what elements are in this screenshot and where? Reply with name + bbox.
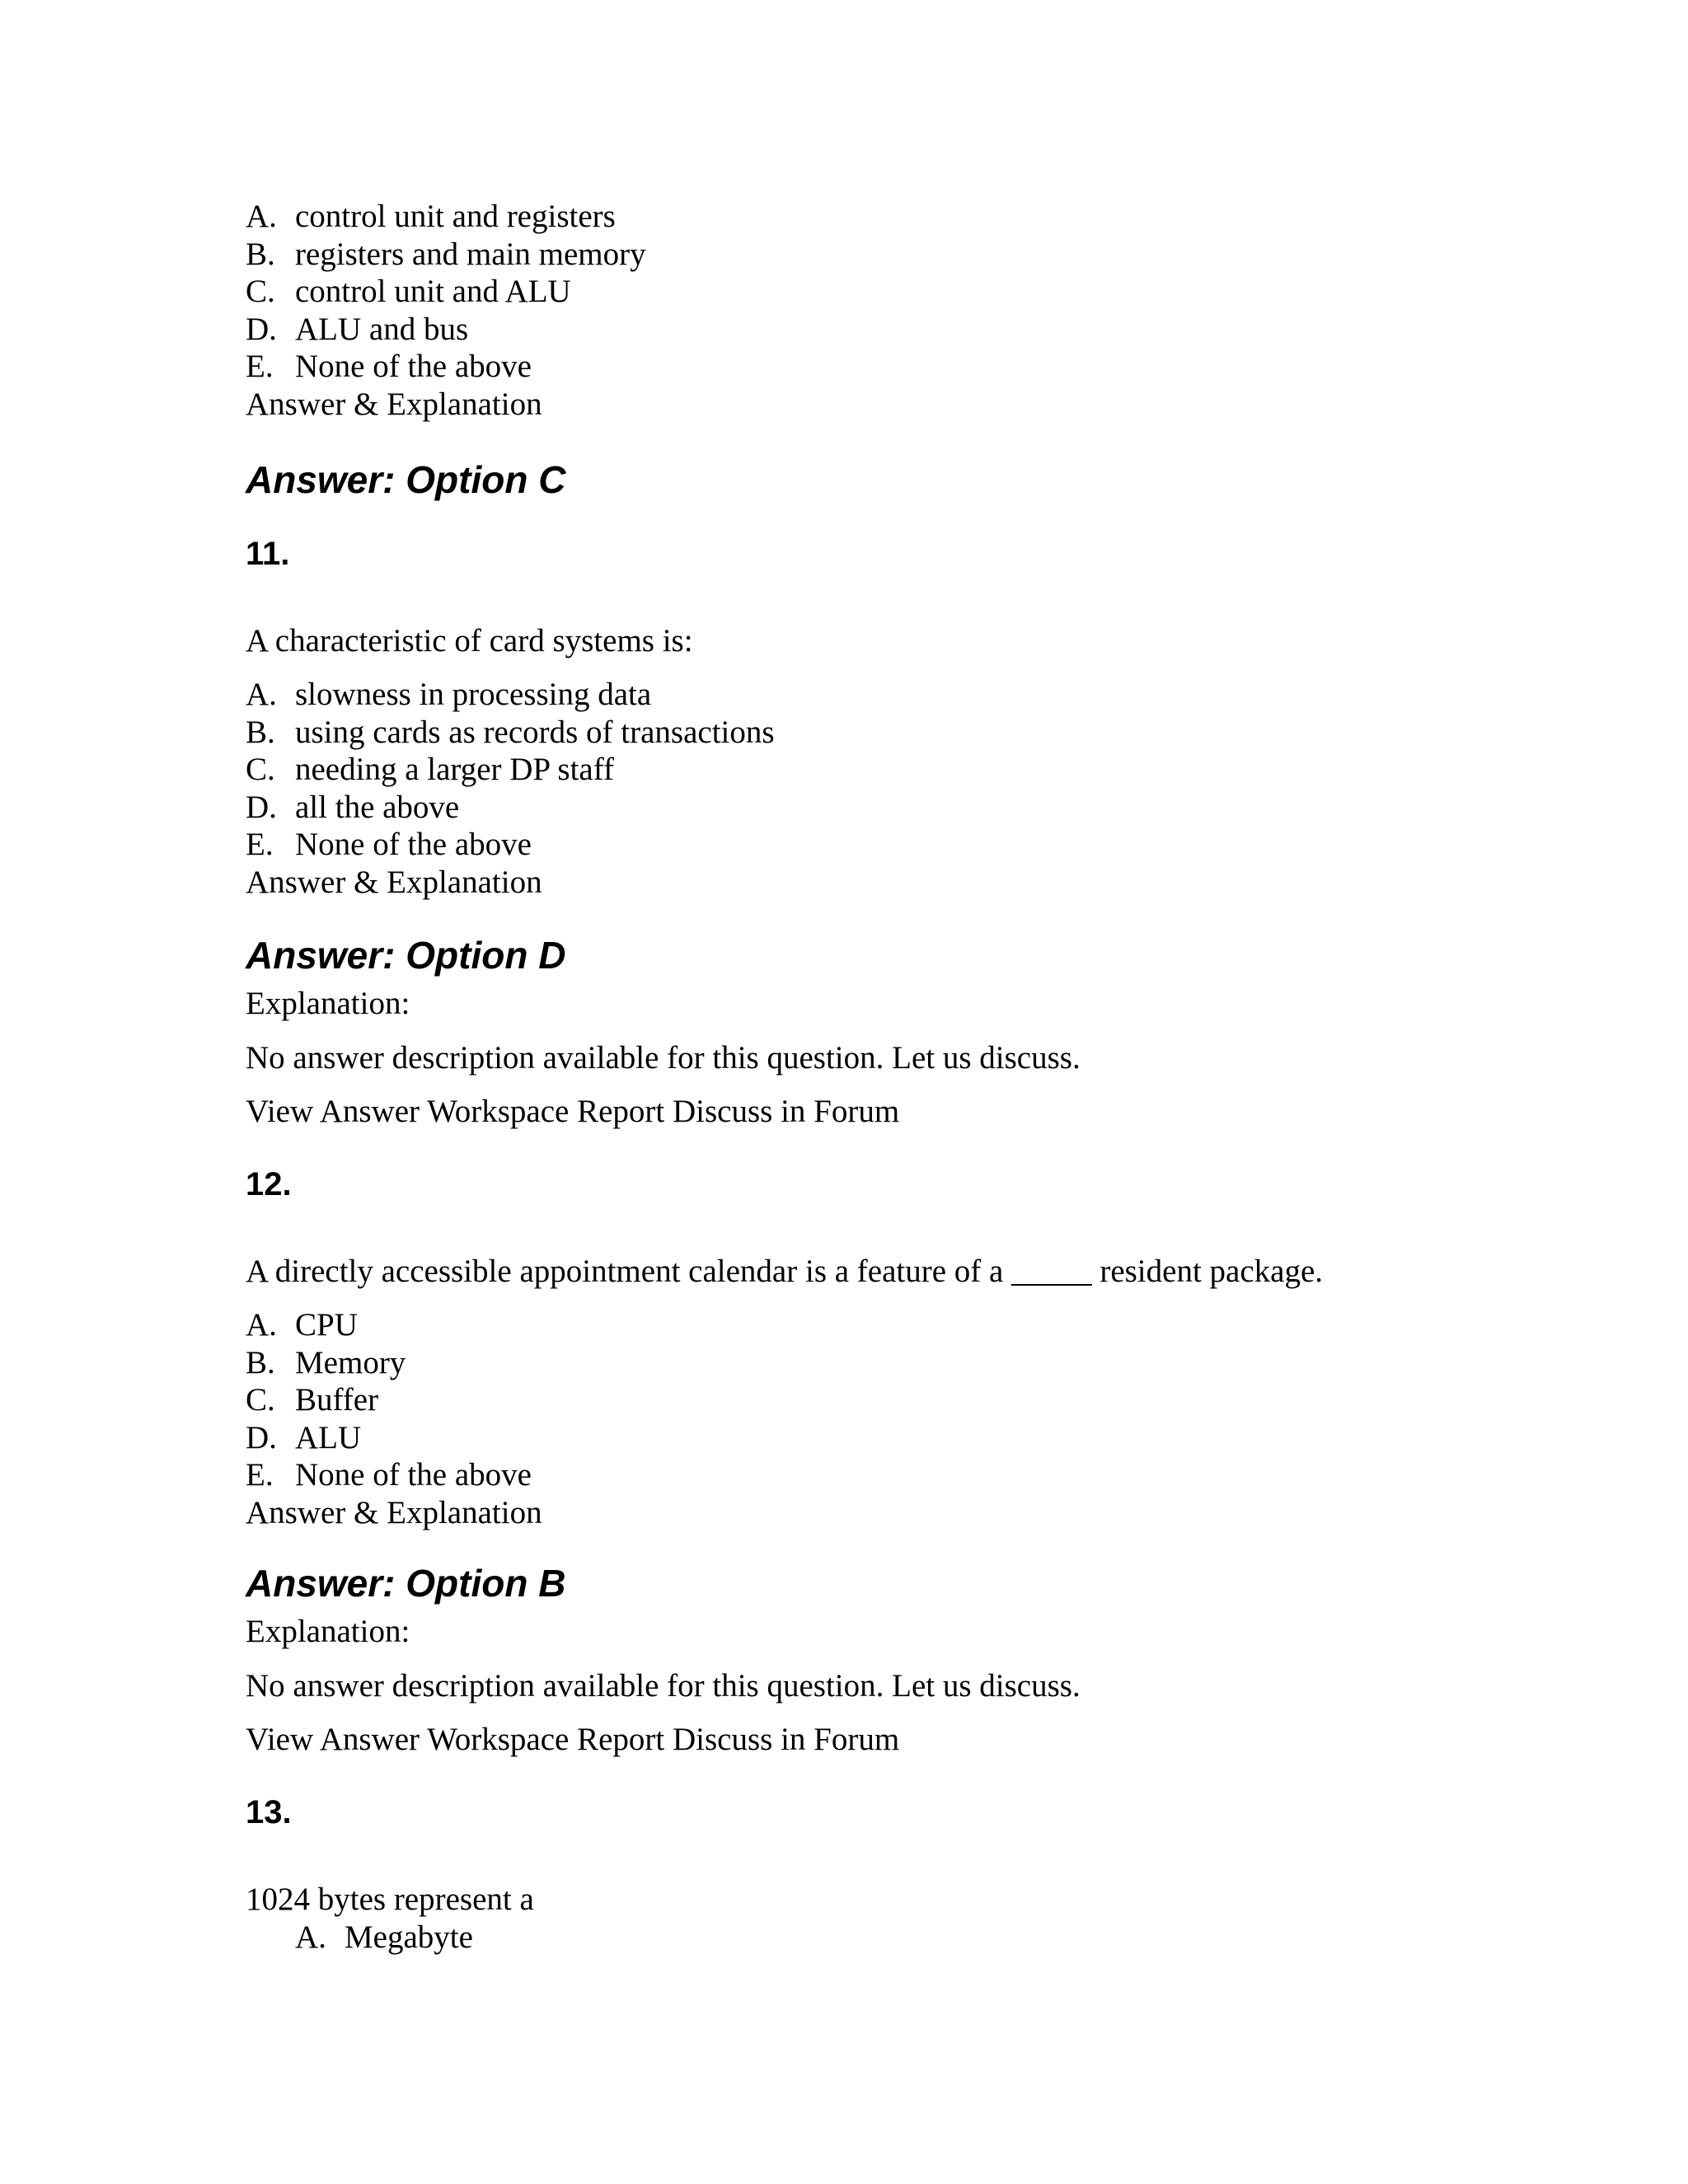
q12-answer-toggle[interactable]: Answer & Explanation	[246, 1494, 542, 1530]
option-letter: D.	[246, 1419, 277, 1455]
option-letter: A.	[246, 677, 277, 712]
q11-options	[246, 676, 775, 902]
q10-option-e	[246, 348, 646, 386]
q11-option-c	[246, 751, 775, 789]
option-text: control unit and ALU	[295, 274, 571, 310]
option-text: CPU	[295, 1307, 358, 1343]
option-letter: E.	[246, 1457, 274, 1493]
option-letter: C.	[246, 752, 275, 788]
q12-option-a	[246, 1306, 542, 1344]
q10-option-d	[246, 311, 646, 349]
option-text: using cards as records of transactions	[295, 714, 775, 750]
option-letter: E.	[246, 349, 274, 385]
option-text: Memory	[295, 1344, 406, 1380]
q12-option-c	[246, 1381, 542, 1419]
option-text: None of the above	[295, 827, 532, 863]
option-text: control unit and registers	[295, 199, 616, 234]
option-text: all the above	[295, 789, 460, 825]
q11-question: A characteristic of card systems is:	[246, 623, 693, 658]
option-letter: C.	[246, 1382, 275, 1418]
option-letter: B.	[246, 714, 275, 750]
option-text: None of the above	[295, 1457, 532, 1493]
q11-explanation-text: No answer description available for this question. Let us discuss.	[246, 1040, 1081, 1076]
q11-explanation-label: Explanation:	[246, 986, 410, 1021]
option-text: ALU	[295, 1419, 362, 1455]
document-page	[246, 0, 1606, 2184]
q12-explanation-text: No answer description available for this question. Let us discuss.	[246, 1668, 1081, 1704]
option-letter: A.	[246, 199, 277, 234]
option-text: Buffer	[295, 1382, 379, 1418]
q10-option-b	[246, 236, 646, 274]
q10-answer: Answer: Option C	[246, 458, 566, 501]
q10-options	[246, 198, 646, 424]
q12-question: A directly accessible appointment calendar is a feature of a _____ resident package.	[246, 1254, 1324, 1289]
option-letter: E.	[246, 827, 274, 863]
option-text: slowness in processing data	[295, 677, 652, 712]
q12-option-e	[246, 1456, 542, 1494]
q13-question: 1024 bytes represent a	[246, 1882, 534, 1917]
option-text: None of the above	[295, 349, 532, 385]
q11-option-b	[246, 714, 775, 752]
q11-answer: Answer: Option D	[246, 934, 566, 977]
q12-options	[246, 1306, 542, 1532]
q10-option-c	[246, 273, 646, 311]
q12-option-b	[246, 1344, 542, 1382]
option-text: ALU and bus	[295, 311, 469, 347]
option-letter: B.	[246, 1344, 275, 1380]
q11-answer-toggle[interactable]: Answer & Explanation	[246, 864, 542, 900]
option-letter: D.	[246, 311, 277, 347]
option-letter: C.	[246, 274, 275, 310]
option-letter: A.	[295, 1919, 326, 1955]
option-text: Megabyte	[345, 1919, 473, 1955]
q12-number: 12.	[246, 1166, 292, 1202]
q10-option-a	[246, 198, 646, 236]
option-letter: D.	[246, 789, 277, 825]
q13-option-a	[295, 1919, 473, 1957]
option-text: needing a larger DP staff	[295, 752, 614, 788]
q12-explanation-label: Explanation:	[246, 1614, 410, 1649]
q12-action-links[interactable]: View Answer Workspace Report Discuss in Forum	[246, 1722, 900, 1757]
q13-number: 13.	[246, 1794, 292, 1830]
q10-answer-toggle[interactable]: Answer & Explanation	[246, 386, 542, 422]
q11-option-e	[246, 826, 775, 864]
q11-number: 11.	[246, 536, 290, 572]
q12-option-d	[246, 1419, 542, 1457]
q11-action-links[interactable]: View Answer Workspace Report Discuss in Forum	[246, 1094, 900, 1129]
option-letter: A.	[246, 1307, 277, 1343]
q11-option-a	[246, 676, 775, 714]
q12-answer: Answer: Option B	[246, 1562, 566, 1605]
option-text: registers and main memory	[295, 236, 646, 272]
q11-option-d	[246, 789, 775, 827]
q13-options	[246, 1919, 473, 1957]
option-letter: B.	[246, 236, 275, 272]
